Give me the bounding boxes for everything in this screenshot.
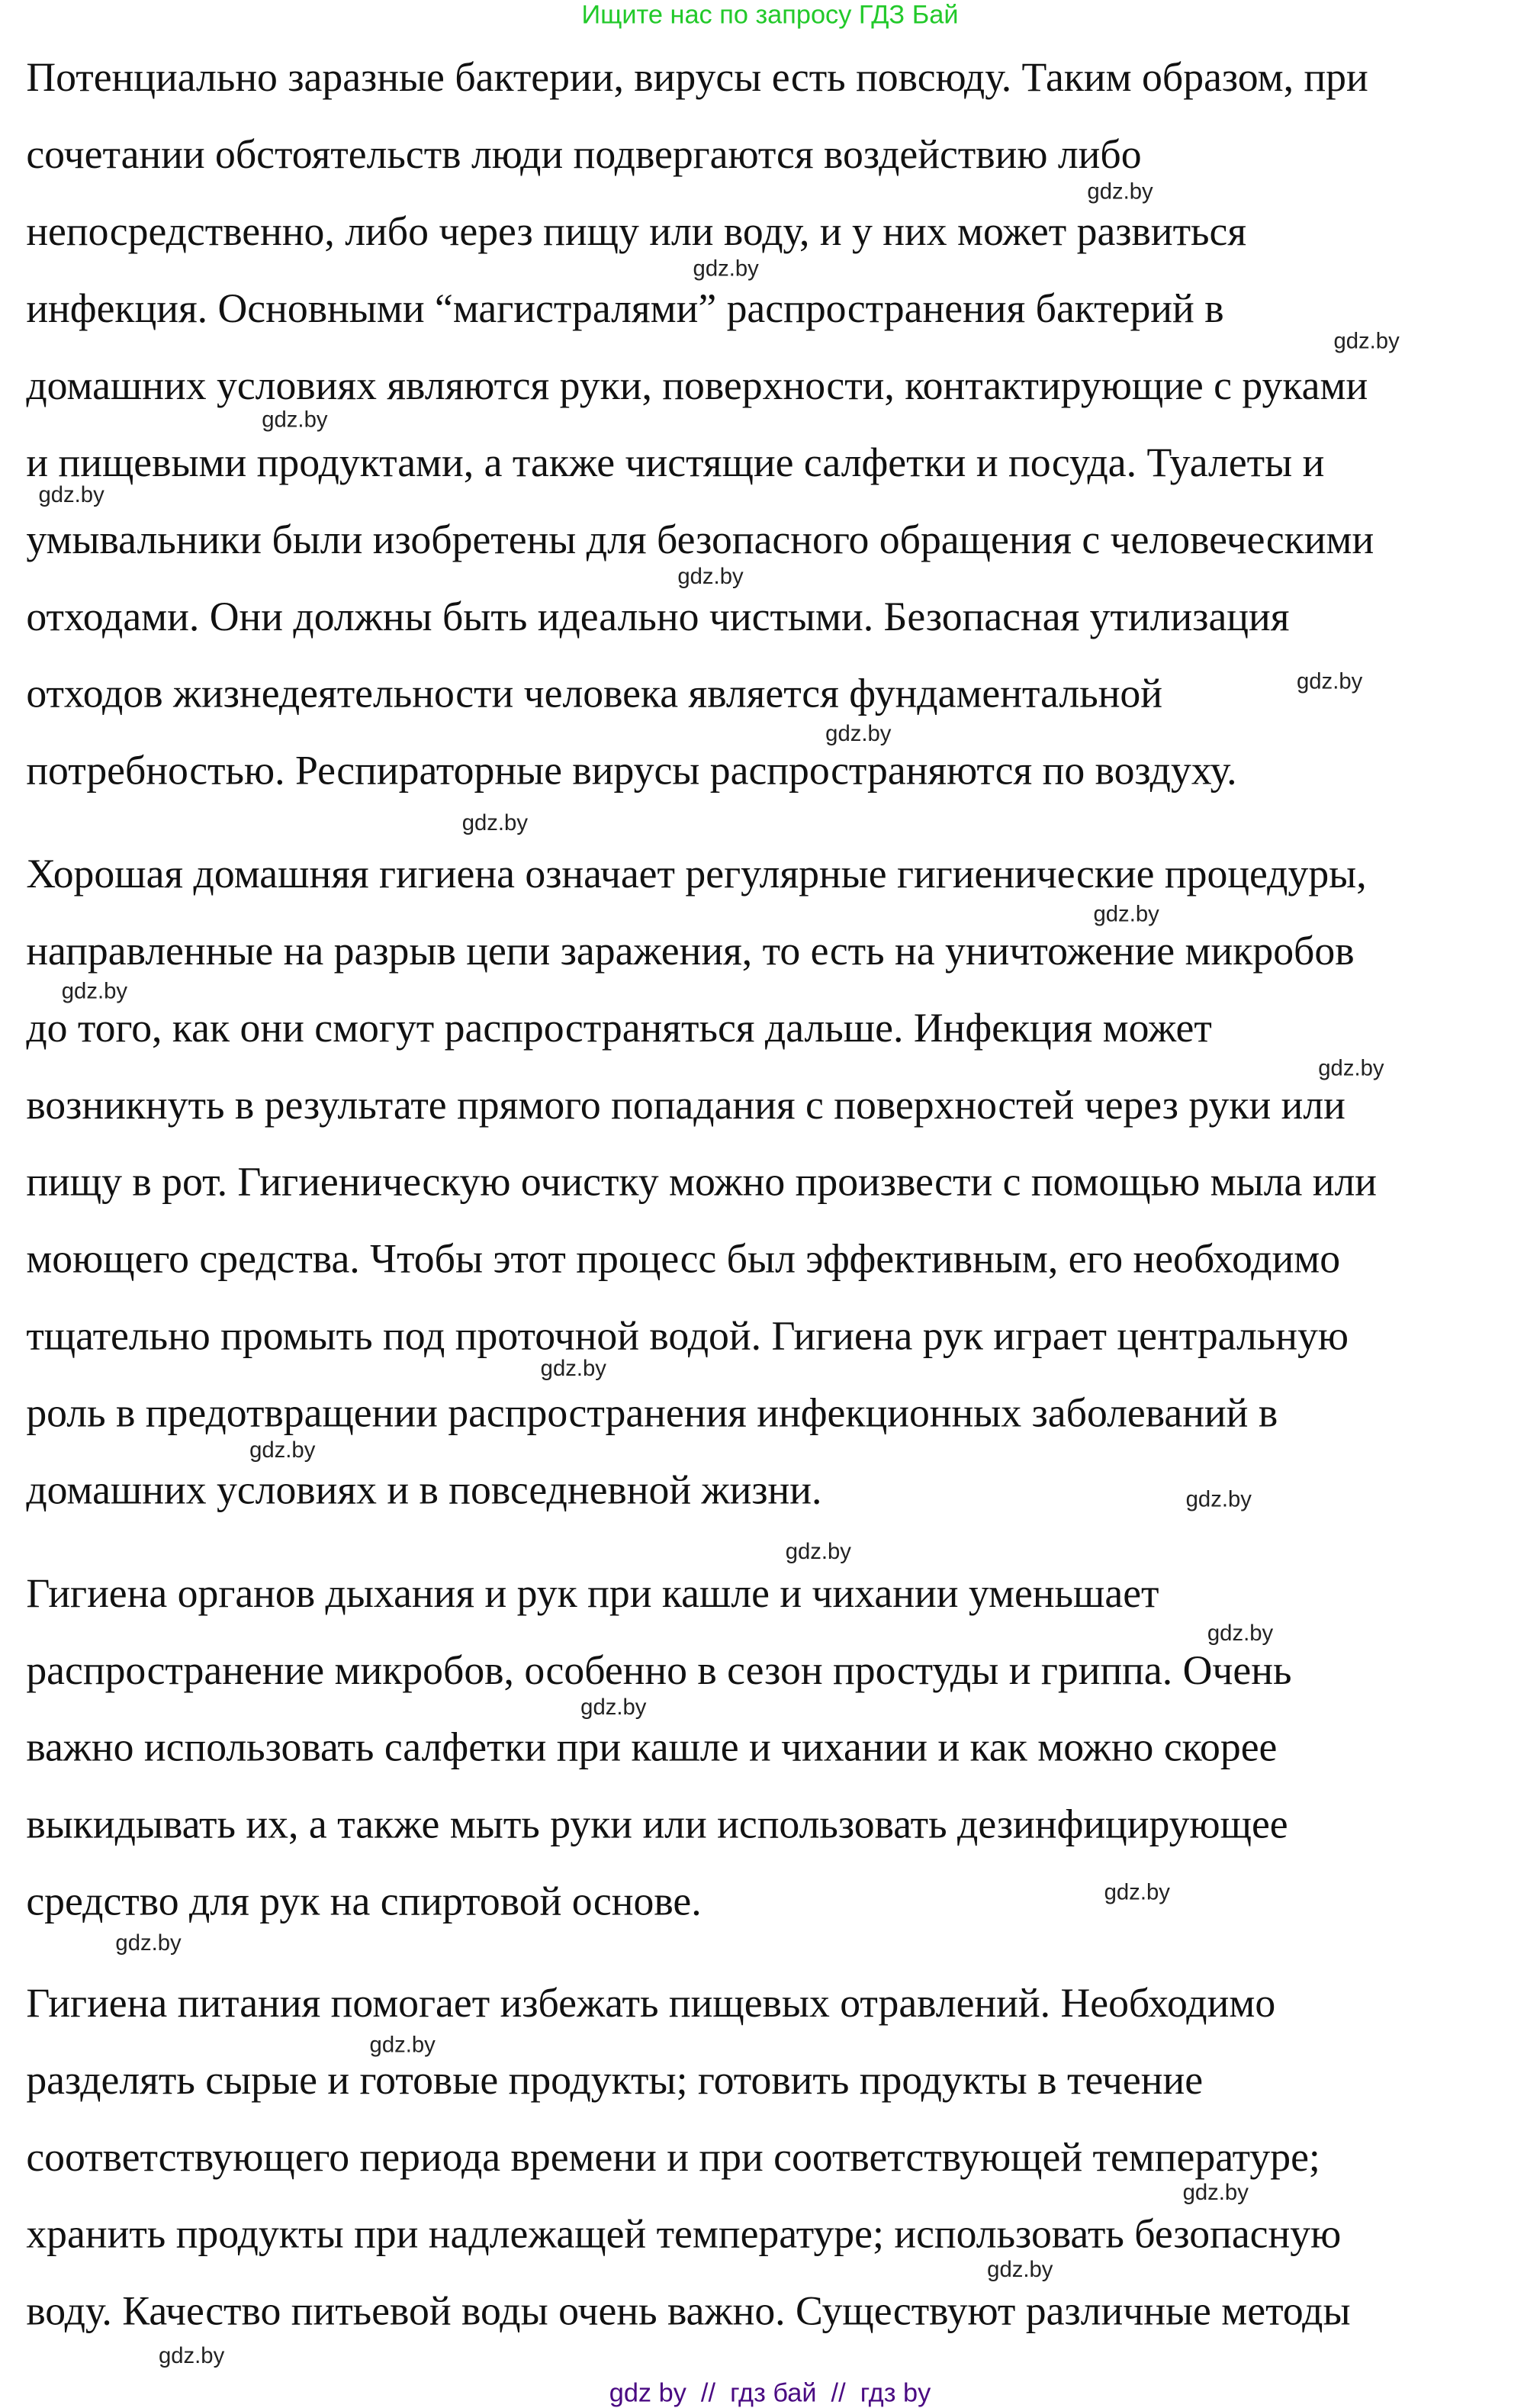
text-line: соответствующего периода времени и при соответствующей температуре; (26, 2133, 1320, 2179)
text-line: умывальники были изобретены для безопасного обращения с человеческими (26, 515, 1374, 562)
watermark-text: gdz.by (1104, 1880, 1170, 1905)
text-line: инфекция. Основными “магистралями” распространения бактерий в (26, 284, 1224, 331)
text-line: воду. Качество питьевой воды очень важно. Существуют различные методы (26, 2287, 1351, 2333)
watermark-text: gdz.by (677, 564, 744, 590)
text-line: отходов жизнедеятельности человека является фундаментальной (26, 669, 1163, 716)
text-line: хранить продукты при надлежащей температуре; использовать безопасную (26, 2210, 1342, 2256)
text-line: тщательно промыть под проточной водой. Гигиена рук играет центральную (26, 1312, 1349, 1358)
text-line: Гигиена органов дыхания и рук при кашле и чихании уменьшает (26, 1569, 1159, 1615)
text-line: до того, как они смогут распространяться дальше. Инфекция может (26, 1003, 1212, 1050)
watermark-text: gdz.by (785, 1539, 851, 1565)
text-line: моющего средства. Чтобы этот процесс был эффективным, его необходимо (26, 1235, 1341, 1281)
text-line: важно использовать салфетки при кашле и чихании и как можно скорее (26, 1723, 1278, 1769)
watermark-text: gdz.by (693, 256, 759, 282)
text-line: пищу в рот. Гигиеническую очистку можно произвести с помощью мыла или (26, 1157, 1378, 1204)
text-line: Гигиена питания помогает избежать пищевых отравлений. Необходимо (26, 1978, 1276, 2025)
watermark-text: gdz.by (115, 1930, 182, 1956)
watermark-text: gdz.by (1296, 669, 1363, 694)
text-line: отходами. Они должны быть идеально чистыми. Безопасная утилизация (26, 592, 1290, 639)
watermark-text: gdz.by (369, 2033, 436, 2058)
search-hint-header: Ищите нас по запросу ГДЗ Бай (581, 0, 959, 30)
watermark-text: gdz.by (61, 979, 128, 1004)
watermark-text: gdz.by (38, 482, 104, 508)
watermark-text: gdz.by (1318, 1056, 1384, 1081)
footer-links: gdz by // гдз бай // гдз by (609, 2378, 931, 2408)
text-line: сочетании обстоятельств люди подвергаются воздействию либо (26, 130, 1142, 177)
watermark-text: gdz.by (158, 2343, 225, 2369)
text-line: Хорошая домашняя гигиена означает регулярные гигиенические процедуры, (26, 849, 1367, 897)
text-line: непосредственно, либо через пищу или воду, и у них может развиться (26, 207, 1247, 254)
watermark-text: gdz.by (1182, 2180, 1249, 2206)
watermark-text: gdz.by (461, 811, 528, 836)
text-line: потребностью. Респираторные вирусы распространяются по воздуху. (26, 746, 1237, 793)
watermark-text: gdz.by (987, 2257, 1053, 2283)
watermark-text: gdz.by (249, 1437, 316, 1463)
text-line: возникнуть в результате прямого попадания с поверхностей через руки или (26, 1080, 1345, 1127)
text-line: домашних условиях и в повседневной жизни. (26, 1466, 822, 1512)
watermark-text: gdz.by (262, 407, 328, 433)
watermark-text: gdz.by (1087, 179, 1153, 204)
watermark-text: gdz.by (1333, 329, 1400, 354)
text-line: и пищевыми продуктами, а также чистящие салфетки и посуда. Туалеты и (26, 438, 1325, 484)
text-line: роль в предотвращении распространения инфекционных заболеваний в (26, 1389, 1278, 1435)
watermark-text: gdz.by (1207, 1621, 1274, 1647)
text-line: домашних условиях являются руки, поверхности, контактирующие с руками (26, 361, 1368, 408)
watermark-text: gdz.by (540, 1356, 606, 1382)
text-line: Потенциально заразные бактерии, вирусы есть повсюду. Таким образом, при (26, 53, 1368, 100)
watermark-text: gdz.by (1185, 1487, 1252, 1512)
watermark-text: gdz.by (580, 1695, 647, 1721)
text-line: разделять сырые и готовые продукты; готовить продукты в течение (26, 2055, 1204, 2102)
text-line: средство для рук на спиртовой основе. (26, 1877, 702, 1924)
text-line: распространение микробов, особенно в сезон простуды и гриппа. Очень (26, 1646, 1292, 1692)
watermark-text: gdz.by (825, 721, 892, 747)
watermark-text: gdz.by (1093, 902, 1159, 927)
text-line: направленные на разрыв цепи заражения, то есть на уничтожение микробов (26, 926, 1355, 973)
text-line: выкидывать их, а также мыть руки или использовать дезинфицирующее (26, 1800, 1288, 1846)
